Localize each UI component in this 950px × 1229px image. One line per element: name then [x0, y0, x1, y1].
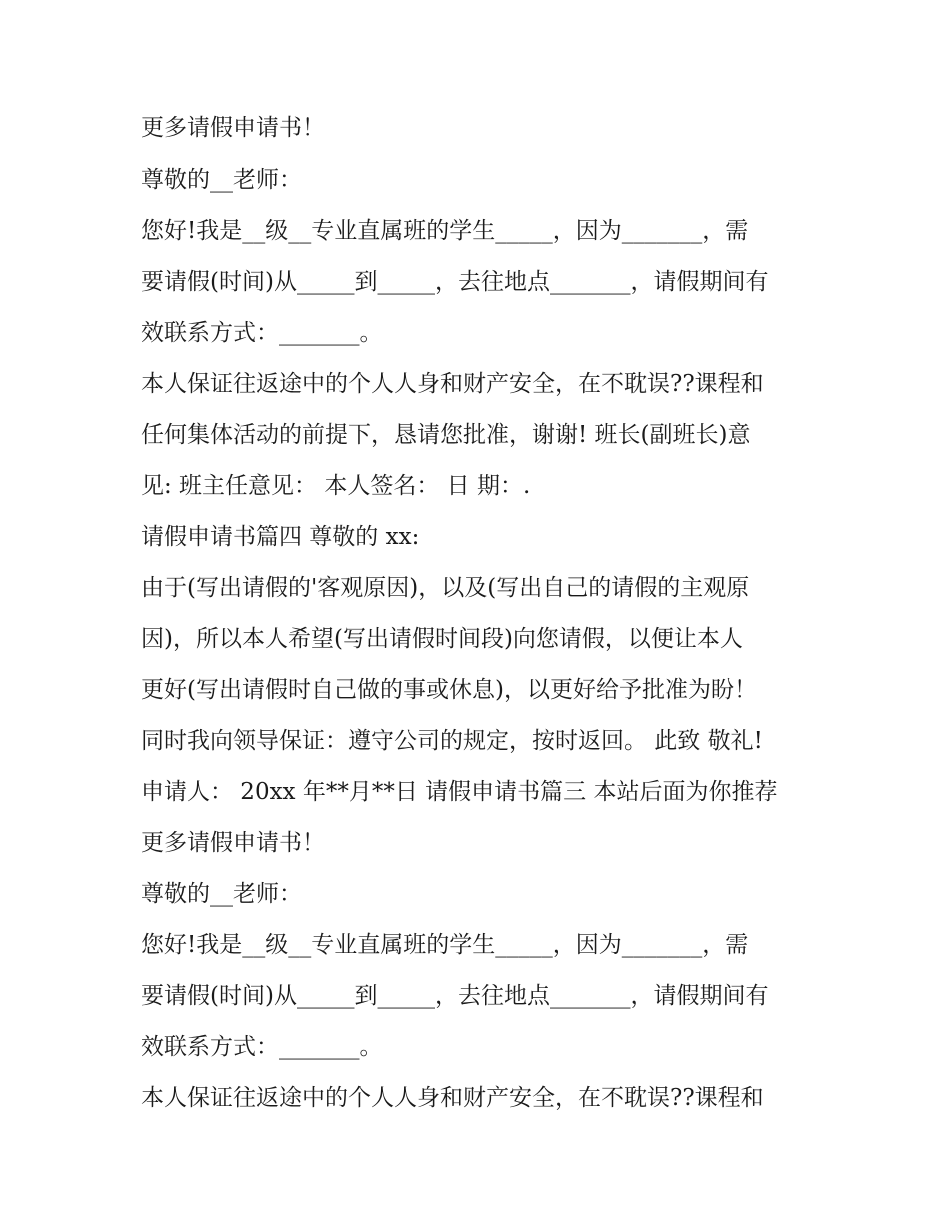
section-heading: 请假申请书篇四 尊敬的 xx: — [141, 524, 420, 550]
text-line: 更多请假申请书！ — [141, 830, 325, 856]
text-line: 效联系方式：_______。 — [141, 1034, 383, 1060]
text-line: 申请人： 20xx 年**月**日 请假申请书篇三 本站后面为你推荐 — [141, 779, 778, 805]
text-line: 任何集体活动的前提下，恳请您批准，谢谢! 班长(副班长)意 — [141, 422, 751, 448]
text-line: 尊敬的__老师： — [141, 881, 302, 907]
text-line: 效联系方式：_______。 — [141, 320, 383, 346]
text-line: 要请假(时间)从_____到_____，去往地点_______，请假期间有 — [141, 269, 769, 295]
text-line: 尊敬的__老师： — [141, 167, 302, 193]
text-line: 更多请假申请书！ — [141, 115, 325, 141]
text-line: 见: 班主任意见： 本人签名： 日 期：. — [141, 473, 531, 499]
text-line: 同时我向领导保证：遵守公司的规定，按时返回。 此致 敬礼! — [141, 728, 763, 754]
text-line: 因)，所以本人希望(写出请假时间段)向您请假，以便让本人 — [141, 626, 743, 652]
text-line: 您好!我是__级__专业直属班的学生_____，因为_______，需 — [141, 218, 749, 244]
text-line: 您好!我是__级__专业直属班的学生_____，因为_______，需 — [141, 932, 749, 958]
text-line: 本人保证往返途中的个人人身和财产安全，在不耽误??课程和 — [141, 1085, 764, 1111]
text-line: 由于(写出请假的'客观原因)，以及(写出自己的请假的主观原 — [141, 575, 750, 601]
text-line: 本人保证往返途中的个人人身和财产安全，在不耽误??课程和 — [141, 371, 764, 397]
text-line: 要请假(时间)从_____到_____，去往地点_______，请假期间有 — [141, 983, 769, 1009]
text-line: 更好(写出请假时自己做的事或休息)，以更好给予批准为盼！ — [141, 677, 757, 703]
